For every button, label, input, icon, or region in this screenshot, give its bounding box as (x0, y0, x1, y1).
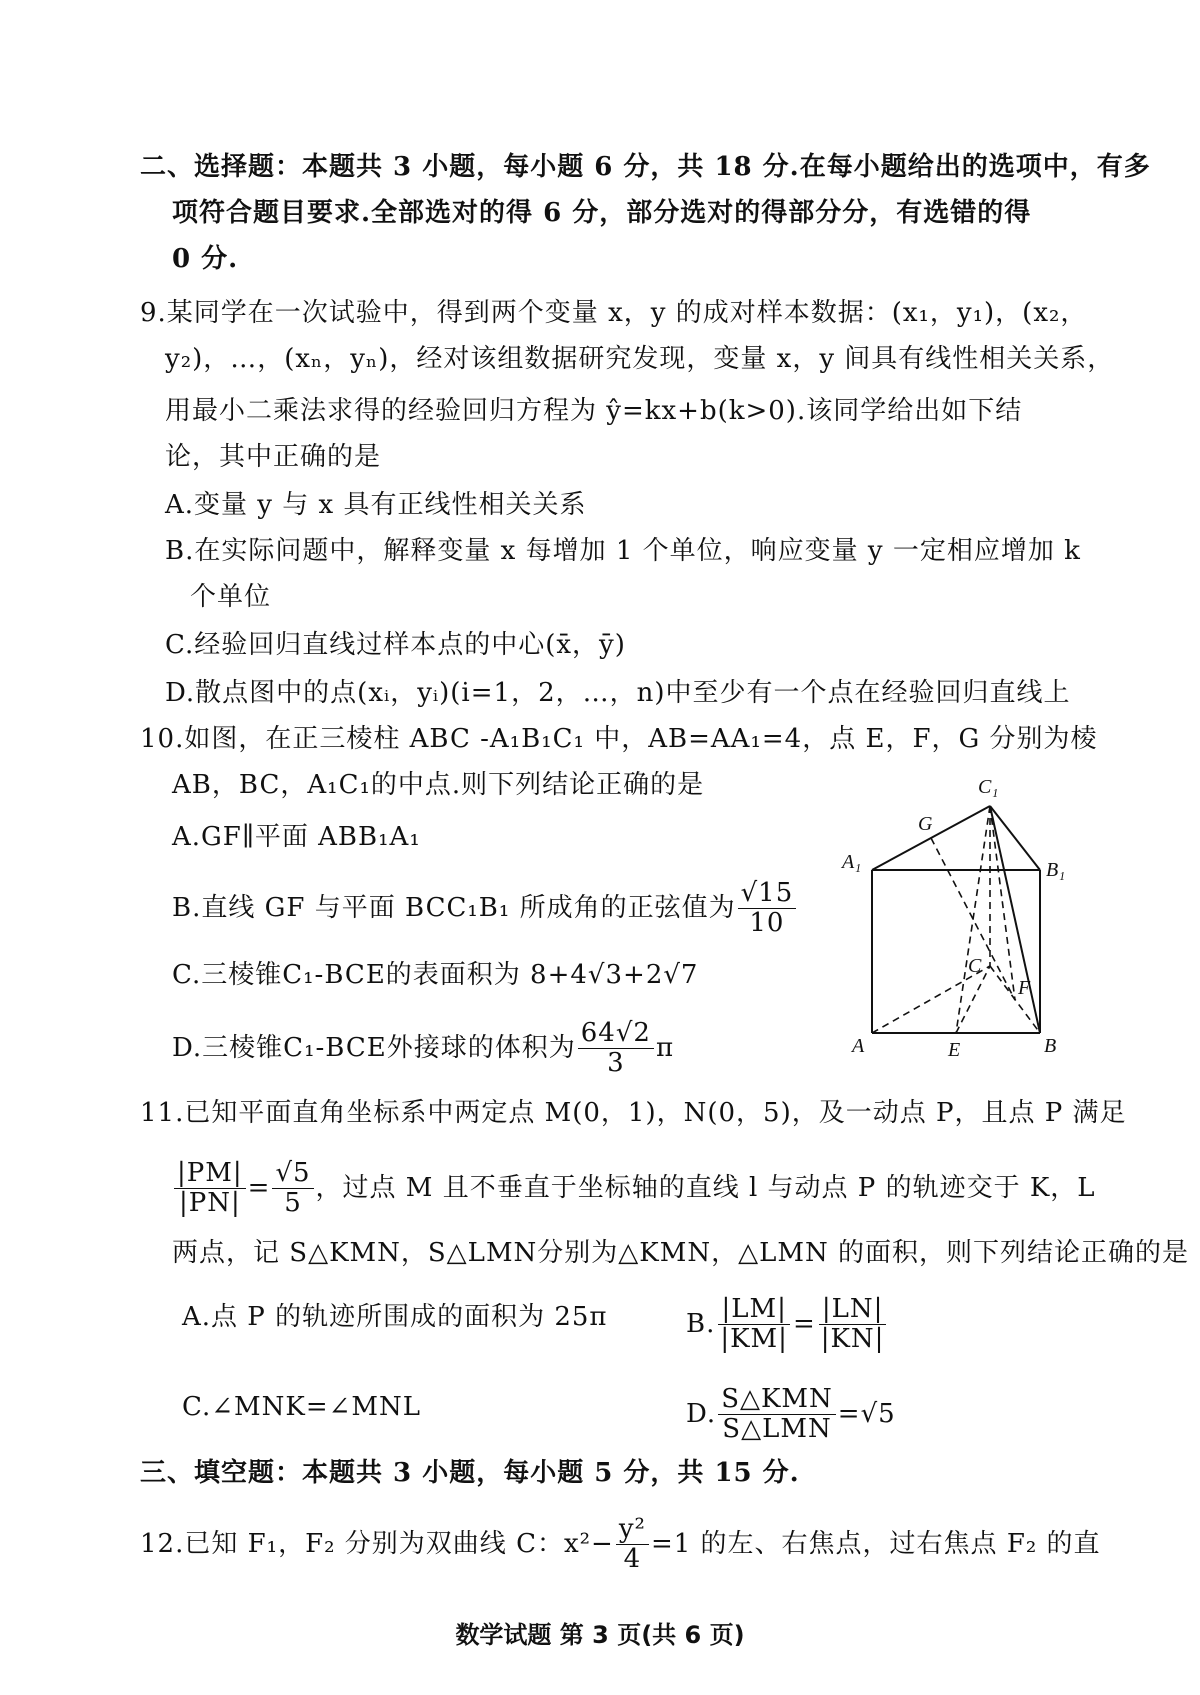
q11-option-b-denominator-right: |KN| (820, 1324, 885, 1355)
q11-ratio-value-denominator: 5 (284, 1188, 302, 1219)
q9-line1: 9.某同学在一次试验中，得到两个变量 x，y 的成对样本数据：(x₁，y₁)，(x₂， (140, 298, 1088, 328)
q11-ratio-value-numerator: √5 (272, 1160, 313, 1189)
q11-option-b (686, 1296, 889, 1354)
q11-option-b-numerator-right: |LN| (819, 1296, 887, 1325)
q10-option-b-numerator: √15 (738, 880, 797, 909)
q11-option-d-fraction (718, 1386, 836, 1444)
prism-figure (830, 768, 1080, 1068)
q9-line2: y₂)，…，(xₙ，yₙ)，经对该组数据研究发现，变量 x，y 间具有线性相关关系， (165, 344, 1115, 374)
q11-line2 (172, 1160, 1096, 1218)
label-b: B (1044, 1035, 1057, 1057)
q10-option-b-fraction (738, 880, 797, 938)
q11-option-c: C.∠MNK=∠MNL (182, 1392, 422, 1422)
q9-line3: 用最小二乘法求得的经验回归方程为 ŷ=kx+b(k>0).该同学给出如下结 (165, 396, 1023, 426)
q11-option-d-denominator: S△LMN (722, 1414, 832, 1445)
q11-ratio-denominator: |PN| (178, 1188, 241, 1219)
q11-option-d (686, 1386, 896, 1444)
q10-line1: 10.如图，在正三棱柱 ABC -A₁B₁C₁ 中，AB=AA₁=4，点 E，F，G 分别为棱 (140, 724, 1098, 754)
q9-option-a: A.变量 y 与 x 具有正线性相关关系 (165, 490, 587, 520)
q10-option-b-denominator: 10 (749, 908, 785, 939)
q10-option-d-pi: π (655, 1032, 675, 1063)
q11-line2-text: ，过点 M 且不垂直于坐标轴的直线 l 与动点 P 的轨迹交于 K，L (315, 1172, 1096, 1203)
q11-line1: 11.已知平面直角坐标系中两定点 M(0，1)，N(0，5)，及一动点 P，且点 P 满足 (140, 1098, 1127, 1128)
label-f: F (1018, 977, 1031, 999)
q11-option-a: A.点 P 的轨迹所围成的面积为 25π (182, 1302, 608, 1332)
q11-option-d-label: D. (686, 1398, 717, 1429)
q10-option-b-text: B.直线 GF 与平面 BCC₁B₁ 所成角的正弦值为 (172, 892, 736, 923)
label-a: A (852, 1035, 865, 1057)
q10-option-d-denominator: 3 (607, 1048, 625, 1079)
q11-line3: 两点，记 S△KMN，S△LMN分别为△KMN，△LMN 的面积，则下列结论正确的是 (172, 1238, 1190, 1268)
section2-heading-line3: 0 分. (172, 244, 239, 274)
label-e: E (948, 1039, 961, 1061)
section3-heading: 三、填空题：本题共 3 小题，每小题 5 分，共 15 分. (140, 1458, 800, 1488)
q11-option-b-fraction-right (818, 1296, 888, 1354)
q9-option-d: D.散点图中的点(xᵢ，yᵢ)(i=1，2，…，n)中至少有一个点在经验回归直线上 (165, 678, 1071, 708)
q10-line2: AB，BC，A₁C₁的中点.则下列结论正确的是 (172, 770, 705, 800)
label-g: G (918, 813, 933, 835)
q9-option-b-line2: 个单位 (190, 582, 272, 612)
q10-option-d-text: D.三棱锥C₁-BCE外接球的体积为 (172, 1032, 576, 1063)
label-b1: B₁ (1046, 859, 1066, 881)
q11-option-b-fraction-left (717, 1296, 791, 1354)
q11-option-b-denominator-left: |KM| (720, 1324, 788, 1355)
q9-option-c: C.经验回归直线过样本点的中心(x̄，ȳ) (165, 630, 626, 660)
q11-option-b-numerator-left: |LM| (718, 1296, 789, 1325)
q10-option-a: A.GF∥平面 ABB₁A₁ (172, 822, 421, 852)
q12-text-post: =1 的左、右焦点，过右焦点 F₂ 的直 (650, 1528, 1101, 1559)
label-c1: C₁ (978, 776, 999, 798)
q11-option-d-result: =√5 (837, 1398, 896, 1429)
q12-numerator: y² (616, 1516, 649, 1545)
page-footer: 数学试题 第 3 页(共 6 页) (455, 1621, 745, 1649)
q11-ratio-fraction (174, 1160, 246, 1218)
section2-heading-line2: 项符合题目要求.全部选对的得 6 分，部分选对的得部分分，有选错的得 (172, 198, 1032, 228)
section2-heading-line1: 二、选择题：本题共 3 小题，每小题 6 分，共 18 分.在每小题给出的选项中，有多 (140, 152, 1151, 182)
q12-text-pre: 12.已知 F₁，F₂ 分别为双曲线 C：x²− (140, 1528, 614, 1559)
q10-option-b (172, 880, 798, 938)
q11-option-b-equals: = (792, 1308, 816, 1339)
q11-ratio-value-fraction (272, 1160, 313, 1218)
q11-option-b-label: B. (686, 1308, 716, 1339)
q9-option-b-line1: B.在实际问题中，解释变量 x 每增加 1 个单位，响应变量 y 一定相应增加 k (165, 536, 1081, 566)
label-c: C (968, 955, 982, 977)
q11-ratio-equals: = (247, 1172, 271, 1203)
q11-option-d-numerator: S△KMN (718, 1386, 836, 1415)
label-a1: A₁ (842, 851, 862, 873)
q12-line1 (140, 1516, 1101, 1574)
q12-fraction (616, 1516, 649, 1574)
q10-option-d-numerator: 64√2 (578, 1020, 654, 1049)
q10-option-d (172, 1020, 674, 1078)
q10-option-d-fraction (578, 1020, 654, 1078)
q12-denominator: 4 (623, 1544, 642, 1575)
q9-line4: 论，其中正确的是 (165, 442, 382, 472)
q11-ratio-numerator: |PM| (174, 1160, 246, 1189)
q10-option-c: C.三棱锥C₁-BCE的表面积为 8+4√3+2√7 (172, 960, 699, 990)
